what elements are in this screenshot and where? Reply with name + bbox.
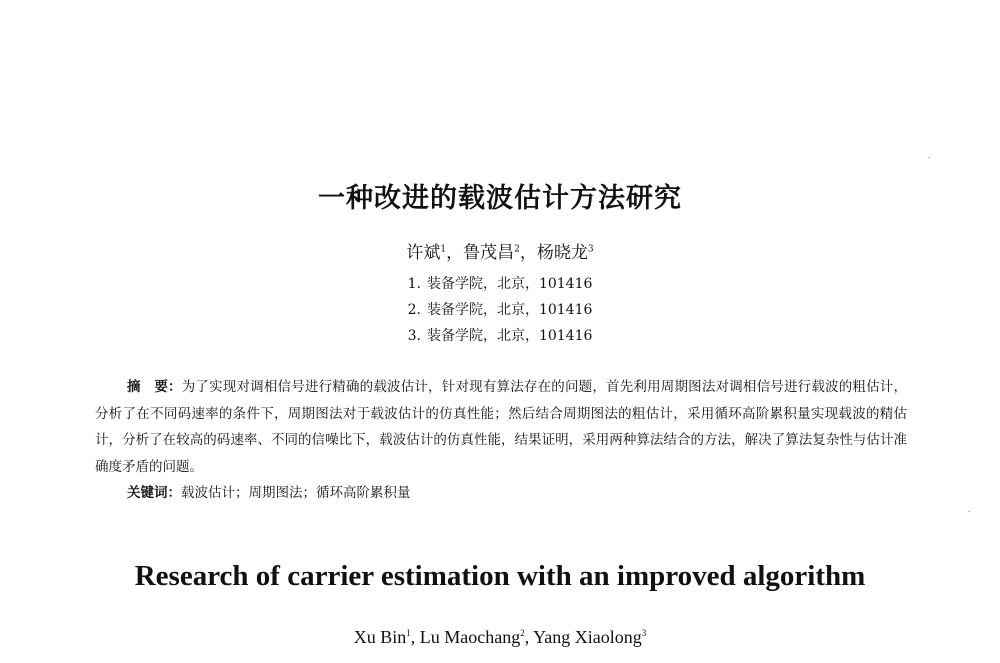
scan-speck xyxy=(968,511,970,512)
affiliation-text: 装备学院，北京，101416 xyxy=(426,276,593,292)
author-affil-mark: 1 xyxy=(406,628,411,638)
author-affil-mark: 3 xyxy=(587,244,594,255)
affiliation-number: 3. xyxy=(407,328,421,344)
author-affil-mark: 2 xyxy=(514,244,520,255)
author-name: 杨晓龙 xyxy=(536,243,588,263)
author-affil-mark: 1 xyxy=(440,244,447,255)
author-separator: , xyxy=(410,627,420,647)
author-name: Yang Xiaolong xyxy=(533,627,642,647)
keywords-text: 载波估计；周期图法；循环高阶累积量 xyxy=(181,485,411,501)
author-separator: ， xyxy=(446,243,464,263)
author-name: 鲁茂昌 xyxy=(463,243,515,263)
affiliation-number: 2. xyxy=(407,302,421,318)
english-title: Research of carrier estimation with an improved algorithm xyxy=(134,560,866,592)
abstract-text: 为了实现对调相信号进行精确的载波估计，针对现有算法存在的问题，首先利用周期图法对调相信号进行载波的粗估计，分析了在不同码速率的条件下，周期图法对于载波估计的仿真性能；然后结合周期图法的粗估计，采用循环高阶累积量实现载波的精估计，分析了在较高的码速率、不同的信噪比下，载波估计的仿真性能，结果证明，采用两种算法结合的方法，解决了算法复杂性与估计准确度矛盾的问题。 xyxy=(95,379,907,475)
abstract-label: 摘 要： xyxy=(127,379,182,395)
author-name: Xu Bin xyxy=(353,627,407,647)
abstract xyxy=(95,374,907,480)
affiliation-line xyxy=(0,273,1000,293)
affiliation-text: 装备学院，北京，101416 xyxy=(426,328,593,344)
author-name: Lu Maochang xyxy=(419,627,521,647)
author-affil-mark: 2 xyxy=(520,628,525,638)
affiliation-text: 装备学院，北京，101416 xyxy=(426,302,593,318)
keywords xyxy=(127,481,411,501)
scan-speck xyxy=(928,157,930,158)
author-separator: ， xyxy=(519,243,537,263)
author-name: 许斌 xyxy=(406,243,441,263)
keywords-label: 关键词： xyxy=(127,485,181,501)
affiliation-line xyxy=(0,299,1000,319)
author-separator: , xyxy=(524,627,534,647)
affiliation-line xyxy=(0,325,1000,345)
chinese-title: 一种改进的载波估计方法研究 xyxy=(318,183,682,214)
affiliation-number: 1. xyxy=(407,276,421,292)
author-affil-mark: 3 xyxy=(641,628,647,638)
english-authors xyxy=(0,627,1000,648)
chinese-authors xyxy=(0,238,1000,263)
